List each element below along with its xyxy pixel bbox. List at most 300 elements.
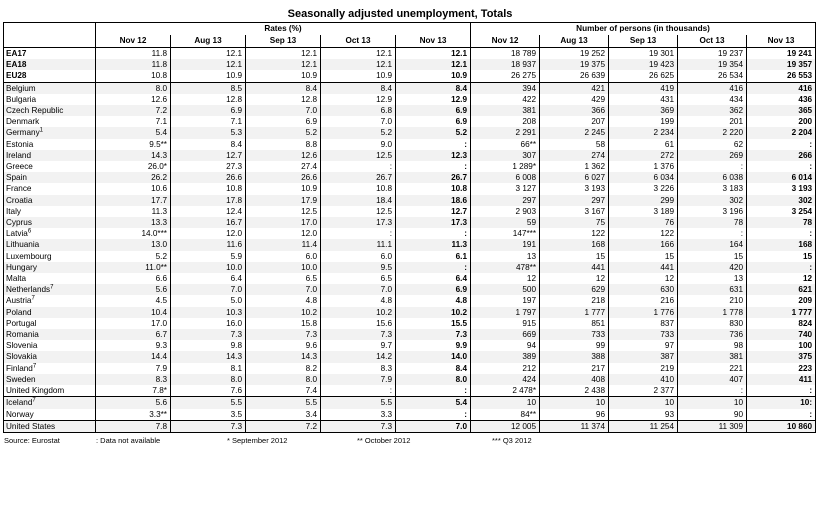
country-name: United States <box>4 420 96 432</box>
footer-note: ** October 2012 <box>357 435 411 445</box>
table-cell: 12.1 <box>396 59 471 70</box>
table-cell: 8.4 <box>321 82 396 94</box>
country-name: Romania <box>4 329 96 340</box>
table-cell: 12.5 <box>321 150 396 161</box>
table-cell: 10.8 <box>171 183 246 194</box>
table-cell: 7.0 <box>396 420 471 432</box>
footnote-marker: 7 <box>31 295 35 302</box>
table-cell: 12.0 <box>246 228 321 239</box>
table-cell: 14.0*** <box>96 228 171 239</box>
table-cell: 6.9 <box>396 116 471 127</box>
table-cell: 362 <box>678 105 747 116</box>
table-cell: 26 275 <box>471 70 540 82</box>
table-cell: 3 226 <box>609 183 678 194</box>
table-cell: 18.6 <box>396 195 471 206</box>
table-cell: 7.1 <box>96 116 171 127</box>
table-cell: 7.0 <box>246 284 321 295</box>
table-cell: 434 <box>678 94 747 105</box>
table-cell: 200 <box>747 116 816 127</box>
table-row <box>4 273 816 284</box>
table-cell: 93 <box>609 409 678 421</box>
table-row <box>4 239 816 250</box>
table-cell: 122 <box>540 228 609 239</box>
table-cell: : <box>321 228 396 239</box>
header-blank <box>4 23 96 36</box>
table-cell: 13 <box>471 251 540 262</box>
table-cell: 630 <box>609 284 678 295</box>
country-name: Italy <box>4 206 96 217</box>
header-persons: Number of persons (in thousands) <box>471 23 816 36</box>
table-cell: 19 357 <box>747 59 816 70</box>
table-cell: 10 <box>609 397 678 409</box>
country-name: Bulgaria <box>4 94 96 105</box>
table-cell: 9.7 <box>321 340 396 351</box>
table-cell: 10.4 <box>96 307 171 318</box>
table-cell: 3 254 <box>747 206 816 217</box>
table-cell: 10.9 <box>171 70 246 82</box>
header-month: Aug 13 <box>540 35 609 48</box>
table-cell: 75 <box>540 217 609 228</box>
table-cell: 201 <box>678 116 747 127</box>
table-cell: 17.9 <box>246 195 321 206</box>
table-cell: 10.9 <box>246 70 321 82</box>
table-cell: 15 <box>747 251 816 262</box>
table-cell: 12 <box>747 273 816 284</box>
table-cell: 5.3 <box>171 127 246 138</box>
country-name: EA18 <box>4 59 96 70</box>
table-row <box>4 94 816 105</box>
table-cell: 12.1 <box>396 48 471 60</box>
table-cell: 11.3 <box>96 206 171 217</box>
country-name: Germany$^1$ <box>4 127 96 138</box>
table-cell: 9.5** <box>96 139 171 150</box>
table-cell: 10.2 <box>246 307 321 318</box>
table-cell: 197 <box>471 295 540 306</box>
table-cell: 407 <box>678 374 747 385</box>
table-cell: 26 625 <box>609 70 678 82</box>
table-cell: 8.4 <box>396 363 471 374</box>
table-cell: 8.1 <box>171 363 246 374</box>
table-cell: 27.3 <box>171 161 246 172</box>
table-cell: 26.0* <box>96 161 171 172</box>
table-cell: 12.1 <box>171 59 246 70</box>
table-cell: 12.1 <box>246 59 321 70</box>
table-cell: 408 <box>540 374 609 385</box>
table-cell: 218 <box>540 295 609 306</box>
table-cell: 14.2 <box>321 351 396 362</box>
footnote-marker: 7 <box>32 362 37 369</box>
table-cell: 4.5 <box>96 295 171 306</box>
table-cell: 269 <box>678 150 747 161</box>
header-month: Sep 13 <box>609 35 678 48</box>
table-cell: 62 <box>678 139 747 150</box>
table-cell: 11 254 <box>609 420 678 432</box>
table-cell: 272 <box>609 150 678 161</box>
table-cell: 16.0 <box>171 318 246 329</box>
table-cell: 15 <box>609 251 678 262</box>
table-cell: 122 <box>609 228 678 239</box>
footer-note: * September 2012 <box>227 435 288 445</box>
table-cell: 11 309 <box>678 420 747 432</box>
table-cell: 6.8 <box>321 105 396 116</box>
table-cell: 6.4 <box>396 273 471 284</box>
table-cell: 7.9 <box>96 363 171 374</box>
table-cell: 500 <box>471 284 540 295</box>
table-cell: 100 <box>747 340 816 351</box>
table-cell: 431 <box>609 94 678 105</box>
table-cell: 3 127 <box>471 183 540 194</box>
table-cell: 6.9 <box>396 105 471 116</box>
table-cell: : <box>396 139 471 150</box>
table-cell: 76 <box>609 217 678 228</box>
table-cell: 12.8 <box>171 94 246 105</box>
table-cell: 8.3 <box>96 374 171 385</box>
table-cell: 3.5 <box>171 409 246 421</box>
table-cell: 58 <box>540 139 609 150</box>
table-cell: 12.3 <box>396 150 471 161</box>
footer-note: *** Q3 2012 <box>492 435 532 445</box>
table-cell: 8.4 <box>396 82 471 94</box>
table-cell: 5.2 <box>321 127 396 138</box>
table-cell: 26.7 <box>396 172 471 183</box>
country-name: Norway <box>4 409 96 421</box>
table-cell: 26.7 <box>321 172 396 183</box>
table-cell: 8.4 <box>171 139 246 150</box>
table-cell: 6.7 <box>96 329 171 340</box>
table-cell: 631 <box>678 284 747 295</box>
table-cell: 59 <box>471 217 540 228</box>
table-cell: 9.9 <box>396 340 471 351</box>
table-cell: 8.0 <box>246 374 321 385</box>
country-name: United Kingdom <box>4 385 96 397</box>
table-row <box>4 161 816 172</box>
table-cell: 441 <box>609 262 678 273</box>
table-cell: 375 <box>747 351 816 362</box>
table-cell: 207 <box>540 116 609 127</box>
table-cell: 12.5 <box>246 206 321 217</box>
table-cell: 5.5 <box>321 397 396 409</box>
table-cell: : <box>747 139 816 150</box>
table-cell: 10.2 <box>321 307 396 318</box>
table-cell: 274 <box>540 150 609 161</box>
table-cell: 2 438 <box>540 385 609 397</box>
table-cell: 7.2 <box>246 420 321 432</box>
table-cell: 7.2 <box>96 105 171 116</box>
table-row <box>4 409 816 421</box>
country-name: France <box>4 183 96 194</box>
table-row <box>4 105 816 116</box>
table-cell: 19 423 <box>609 59 678 70</box>
country-name: Czech Republic <box>4 105 96 116</box>
table-cell: 669 <box>471 329 540 340</box>
table-cell: 216 <box>609 295 678 306</box>
table-cell: 7.0 <box>321 116 396 127</box>
table-cell: 191 <box>471 239 540 250</box>
table-cell: 2 903 <box>471 206 540 217</box>
table-row <box>4 374 816 385</box>
table-cell: 441 <box>540 262 609 273</box>
table-row <box>4 217 816 228</box>
table-row <box>4 82 816 94</box>
table-cell: 13.0 <box>96 239 171 250</box>
table-cell: 97 <box>609 340 678 351</box>
table-cell: 6.1 <box>396 251 471 262</box>
table-cell: 14.3 <box>171 351 246 362</box>
table-cell: 12.9 <box>396 94 471 105</box>
table-cell: 629 <box>540 284 609 295</box>
country-name: EA17 <box>4 48 96 60</box>
table-cell: 851 <box>540 318 609 329</box>
table-cell: 1 362 <box>540 161 609 172</box>
table-row <box>4 318 816 329</box>
table-cell: : <box>396 262 471 273</box>
table-cell: : <box>678 385 747 397</box>
table-cell: 478** <box>471 262 540 273</box>
country-name: Belgium <box>4 82 96 94</box>
table-cell: 147*** <box>471 228 540 239</box>
table-cell: 3.3** <box>96 409 171 421</box>
table-cell: 17.7 <box>96 195 171 206</box>
table-cell: 11.1 <box>321 239 396 250</box>
table-cell: : <box>747 385 816 397</box>
table-row <box>4 295 816 306</box>
footnote-marker: 7 <box>50 284 54 291</box>
table-cell: 3 183 <box>678 183 747 194</box>
country-name: Iceland$^7$ <box>4 397 96 409</box>
table-cell: 297 <box>471 195 540 206</box>
table-cell: 2 234 <box>609 127 678 138</box>
table-cell: 7.0 <box>171 284 246 295</box>
table-cell: 219 <box>609 363 678 374</box>
table-cell: 14.4 <box>96 351 171 362</box>
table-cell: 2 245 <box>540 127 609 138</box>
table-cell: 420 <box>678 262 747 273</box>
table-cell: 421 <box>540 82 609 94</box>
table-cell: 12.0 <box>171 228 246 239</box>
table-cell: 12.4 <box>171 206 246 217</box>
table-cell: 2 377 <box>609 385 678 397</box>
country-name: Ireland <box>4 150 96 161</box>
table-cell: 10.6 <box>96 183 171 194</box>
table-title: Seasonally adjusted unemployment, Totals <box>287 8 513 20</box>
table-cell: 26.6 <box>171 172 246 183</box>
table-cell: 5.6 <box>96 397 171 409</box>
table-cell: 84** <box>471 409 540 421</box>
table-cell: 733 <box>540 329 609 340</box>
table-cell: 18 937 <box>471 59 540 70</box>
table-cell: 302 <box>747 195 816 206</box>
table-cell: 166 <box>609 239 678 250</box>
table-cell: 10.9 <box>321 70 396 82</box>
table-cell: 12.6 <box>96 94 171 105</box>
table-cell: 7.8* <box>96 385 171 397</box>
table-cell: 381 <box>678 351 747 362</box>
table-cell: 299 <box>609 195 678 206</box>
header-month: Nov 13 <box>396 35 471 48</box>
footnote-marker: 7 <box>32 397 36 404</box>
table-cell: 6.0 <box>321 251 396 262</box>
table-cell: 26.6 <box>246 172 321 183</box>
table-cell: 212 <box>471 363 540 374</box>
table-cell: 12.1 <box>321 59 396 70</box>
footer-note: : Data not available <box>96 435 161 445</box>
table-row <box>4 150 816 161</box>
table-cell: 1 777 <box>540 307 609 318</box>
table-row <box>4 206 816 217</box>
table-cell: 9.0 <box>321 139 396 150</box>
table-cell: 12 <box>609 273 678 284</box>
table-cell: 5.2 <box>396 127 471 138</box>
table-cell: 9.3 <box>96 340 171 351</box>
table-cell: : <box>747 228 816 239</box>
table-cell: : <box>321 385 396 397</box>
table-cell: 19 252 <box>540 48 609 60</box>
table-cell: 10.8 <box>321 183 396 194</box>
table-cell: : <box>747 161 816 172</box>
table-cell: 388 <box>540 351 609 362</box>
country-name: Portugal <box>4 318 96 329</box>
table-row <box>4 183 816 194</box>
table-cell: 12.8 <box>246 94 321 105</box>
table-cell: 11.0** <box>96 262 171 273</box>
table-cell: 1 289* <box>471 161 540 172</box>
table-cell: 3 193 <box>747 183 816 194</box>
table-cell: 4.8 <box>321 295 396 306</box>
table-cell: 66** <box>471 139 540 150</box>
table-cell: 12.9 <box>321 94 396 105</box>
table-cell: 740 <box>747 329 816 340</box>
table-cell: 6 034 <box>609 172 678 183</box>
table-cell: 366 <box>540 105 609 116</box>
table-row <box>4 59 816 70</box>
table-cell: 1 376 <box>609 161 678 172</box>
table-cell: 3 196 <box>678 206 747 217</box>
table-cell: 5.9 <box>171 251 246 262</box>
table-cell: 736 <box>678 329 747 340</box>
table-cell: 12.5 <box>321 206 396 217</box>
table-cell: 297 <box>540 195 609 206</box>
country-name: EU28 <box>4 70 96 82</box>
table-row <box>4 228 816 239</box>
table-row <box>4 172 816 183</box>
table-cell: 416 <box>678 82 747 94</box>
table-cell: : <box>396 228 471 239</box>
table-cell: 221 <box>678 363 747 374</box>
table-row <box>4 340 816 351</box>
table-cell: 5.2 <box>246 127 321 138</box>
country-name: Slovenia <box>4 340 96 351</box>
header-rates: Rates (%) <box>96 23 471 36</box>
country-name: Sweden <box>4 374 96 385</box>
table-cell: 6 008 <box>471 172 540 183</box>
table-row <box>4 116 816 127</box>
table-cell: 94 <box>471 340 540 351</box>
table-cell: 14.3 <box>246 351 321 362</box>
table-cell: 365 <box>747 105 816 116</box>
table-cell: 5.2 <box>96 251 171 262</box>
table-cell: 7.3 <box>396 329 471 340</box>
table-cell: 12 <box>540 273 609 284</box>
table-cell: 15 <box>540 251 609 262</box>
table-cell: 12.1 <box>246 48 321 60</box>
country-name: Estonia <box>4 139 96 150</box>
table-cell: 6.4 <box>171 273 246 284</box>
table-cell: 10.0 <box>246 262 321 273</box>
table-cell: 13 <box>678 273 747 284</box>
table-cell: 10 <box>471 397 540 409</box>
table-cell: 9.8 <box>171 340 246 351</box>
table-cell: 90 <box>678 409 747 421</box>
country-name: Slovakia <box>4 351 96 362</box>
table-cell: 2 291 <box>471 127 540 138</box>
table-cell: 387 <box>609 351 678 362</box>
table-cell: 12.6 <box>246 150 321 161</box>
table-cell: 26 553 <box>747 70 816 82</box>
country-name: Malta <box>4 273 96 284</box>
table-cell: 10.9 <box>396 70 471 82</box>
table-cell: 6 014 <box>747 172 816 183</box>
table-cell: 6.9 <box>396 284 471 295</box>
table-cell: 12.1 <box>321 48 396 60</box>
table-cell: : <box>396 161 471 172</box>
header-row-groups <box>4 23 816 36</box>
header-month: Oct 13 <box>321 35 396 48</box>
table-cell: 411 <box>747 374 816 385</box>
table-cell: 14.0 <box>396 351 471 362</box>
table-cell: 12 <box>471 273 540 284</box>
table-cell: 78 <box>678 217 747 228</box>
country-name: Croatia <box>4 195 96 206</box>
table-cell: 11.8 <box>96 59 171 70</box>
header-month: Nov 12 <box>471 35 540 48</box>
table-cell: 2 478* <box>471 385 540 397</box>
table-cell: 15.8 <box>246 318 321 329</box>
table-row <box>4 251 816 262</box>
table-cell: 164 <box>678 239 747 250</box>
table-cell: 7.4 <box>246 385 321 397</box>
table-cell: 7.3 <box>171 420 246 432</box>
table-cell: 17.8 <box>171 195 246 206</box>
table-cell: 6.0 <box>246 251 321 262</box>
table-cell: 208 <box>471 116 540 127</box>
table-cell: 17.0 <box>246 217 321 228</box>
table-cell: 6.9 <box>171 105 246 116</box>
country-name: Luxembourg <box>4 251 96 262</box>
table-cell: 27.4 <box>246 161 321 172</box>
table-cell: 12.1 <box>171 48 246 60</box>
table-cell: 5.5 <box>246 397 321 409</box>
country-name: Latvia$^6$ <box>4 228 96 239</box>
table-cell: 17.3 <box>396 217 471 228</box>
table-cell: 830 <box>678 318 747 329</box>
table-cell: 12.7 <box>171 150 246 161</box>
header-month: Nov 12 <box>96 35 171 48</box>
table-cell: 3.4 <box>246 409 321 421</box>
country-name: Cyprus <box>4 217 96 228</box>
table-cell: 307 <box>471 150 540 161</box>
table-cell: 7.3 <box>246 329 321 340</box>
country-name: Lithuania <box>4 239 96 250</box>
header-month: Aug 13 <box>171 35 246 48</box>
table-cell: 8.2 <box>246 363 321 374</box>
table-footer <box>4 436 800 445</box>
table-cell: 11 374 <box>540 420 609 432</box>
table-cell: 416 <box>747 82 816 94</box>
table-cell: 15.5 <box>396 318 471 329</box>
table-cell: 10.2 <box>396 307 471 318</box>
table-cell: 6 027 <box>540 172 609 183</box>
table-cell: 10 <box>678 397 747 409</box>
